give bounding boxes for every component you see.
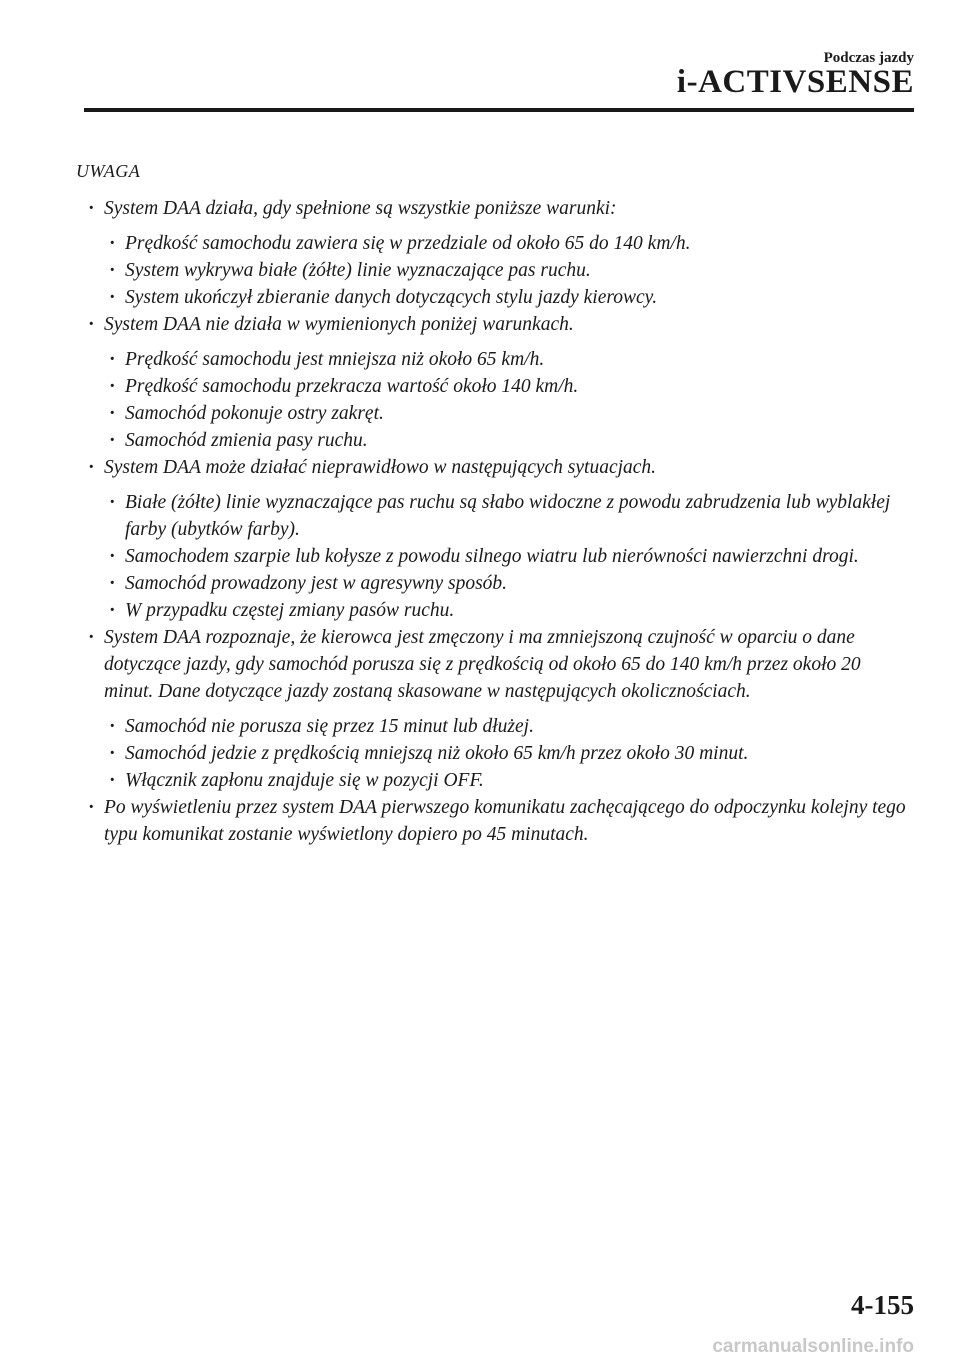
header-divider bbox=[84, 108, 914, 112]
note-item-malfunction: · System DAA może działać nieprawidłowo w następujących sytuacjach. bbox=[84, 454, 914, 481]
list-item: · System wykrywa białe (żółte) linie wyznaczające pas ruchu. bbox=[84, 257, 914, 284]
list-item: · Samochód pokonuje ostry zakręt. bbox=[84, 400, 914, 427]
note-title: UWAGA bbox=[76, 161, 141, 181]
watermark: carmanualsonline.info bbox=[712, 1336, 914, 1357]
note-item-fatigue: · System DAA rozpoznaje, że kierowca jest zmęczony i ma zmniejszoną czujność w oparciu o dane dotyczące jazdy, gdy samochód porusza się z prędkością od około 65 do 140 km/h przez około 20 minut. Dane dotyczące jazdy zostaną skasowane w następujących okolicznościach. bbox=[84, 624, 914, 705]
note-sublist-malfunction bbox=[84, 489, 914, 624]
note-item-conditions: · System DAA działa, gdy spełnione są wszystkie poniższe warunki: bbox=[84, 195, 914, 222]
note-item-repeat-message: · Po wyświetleniu przez system DAA pierwszego komunikatu zachęcającego do odpoczynku kolejny tego typu komunikat zostanie wyświetlony dopiero po 45 minutach. bbox=[84, 794, 914, 848]
note-sublist-reset bbox=[84, 713, 914, 794]
list-item: · Samochód jedzie z prędkością mniejszą niż około 65 km/h przez około 30 minut. bbox=[84, 740, 914, 767]
section-title: Podczas jazdy bbox=[823, 50, 914, 66]
list-item: · Samochód prowadzony jest w agresywny sposób. bbox=[84, 570, 914, 597]
note-block bbox=[76, 158, 914, 848]
list-item: · Włącznik zapłonu znajduje się w pozycji OFF. bbox=[84, 767, 914, 794]
note-sublist-not-working bbox=[84, 346, 914, 454]
note-item-not-working: · System DAA nie działa w wymienionych poniżej warunkach. bbox=[84, 311, 914, 338]
list-item: · Samochodem szarpie lub kołysze z powodu silnego wiatru lub nierówności nawierzchni drogi. bbox=[84, 543, 914, 570]
list-item: · Prędkość samochodu jest mniejsza niż około 65 km/h. bbox=[84, 346, 914, 373]
list-item: · Prędkość samochodu przekracza wartość około 140 km/h. bbox=[84, 373, 914, 400]
note-sublist-conditions bbox=[84, 230, 914, 311]
page-number: 4-155 bbox=[851, 1290, 914, 1320]
list-item: · System ukończył zbieranie danych dotyczących stylu jazdy kierowcy. bbox=[84, 284, 914, 311]
chapter-title: i-ACTIVSENSE bbox=[676, 64, 914, 100]
list-item: · W przypadku częstej zmiany pasów ruchu. bbox=[84, 597, 914, 624]
list-item: · Samochód zmienia pasy ruchu. bbox=[84, 427, 914, 454]
list-item: · Białe (żółte) linie wyznaczające pas ruchu są słabo widoczne z powodu zabrudzenia lub wyblakłej farby (ubytków farby). bbox=[84, 489, 914, 543]
list-item: · Prędkość samochodu zawiera się w przedziale od około 65 do 140 km/h. bbox=[84, 230, 914, 257]
list-item: · Samochód nie porusza się przez 15 minut lub dłużej. bbox=[84, 713, 914, 740]
